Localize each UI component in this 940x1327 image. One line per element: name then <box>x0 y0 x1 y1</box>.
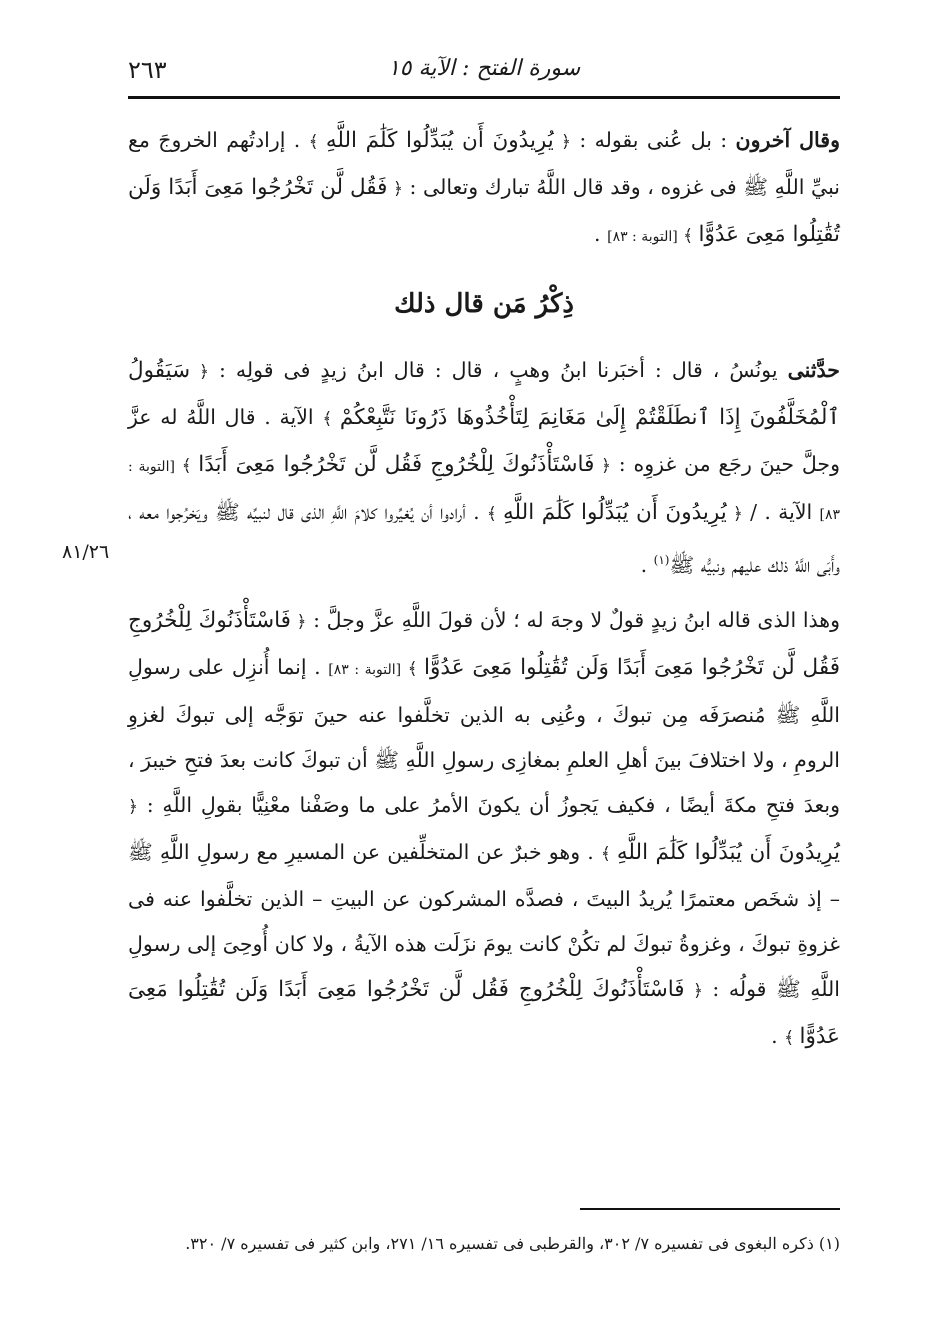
text-run: . إنما أُنزِل على رسولِ اللَّهِ ﷺ مُنصرَفَه مِن تبوكَ ، وعُنِى به الذين تخلَّفوا عنه حينَ توَجَّه إلى تبوكَ لغزوِ الرومِ ، ولا اختلافَ بينَ أهلِ العلمِ بمغازِى رسولِ اللَّهِ ﷺ أن تبوكَ كانت بعدَ فتحِ خيبرَ ، وبعدَ فتحِ مكةَ أيضًا ، فكيف يَجوزُ أن يكونَ الأمرُ على ما وصَفْنا معْنِيًّا بقولِ اللَّهِ : <box>128 654 840 817</box>
text-run: . إرادتُهم الخروجَ مع نبيِّ اللَّهِ ﷺ فى غزوه ، وقد قال اللَّهُ تبارك وتعالى : <box>128 128 840 199</box>
quran-verse: فَاسْتَأْذَنُوكَ لِلْخُرُوجِ فَقُل لَّن تَخْرُجُوا مَعِىَ أَبَدًا وَلَن تُقَٰتِلُوا مَعِىَ عَدُوًّا <box>128 607 840 680</box>
text-run: . <box>594 222 608 246</box>
text-run: . <box>640 552 654 577</box>
ornate-bracket-close: ﴾ <box>322 409 340 429</box>
ornate-bracket-open: ﴿ <box>726 504 743 524</box>
paragraph-2 <box>128 348 840 588</box>
speaker-lead: وقال آخرون <box>735 128 840 152</box>
quran-verse: يُرِيدُونَ أَن يُبَدِّلُوا كَلَٰمَ اللَّهِ <box>616 839 840 865</box>
running-title: سورة الفتح : الآية ١٥ <box>387 56 581 81</box>
quran-verse: سَيَقُولُ ٱلْمُخَلَّفُونَ إِذَا ٱنطَلَقْتُمْ إِلَىٰ مَغَانِمَ لِتَأْخُذُوهَا ذَرُونَا نَتَّبِعْكُمْ <box>128 358 840 430</box>
sura-reference: [التوبة : ٨٣] <box>328 661 402 678</box>
text-run: وهذا الذى قاله ابنُ زيدٍ قولٌ لا وجهَ له ؛ لأن قولَ اللَّهِ عزَّ وجلَّ : <box>306 607 840 632</box>
hadith-lead: حدَّثنى <box>787 358 840 382</box>
quran-verse: يُرِيدُونَ أَن يُبَدِّلُوا كَلَٰمَ اللَّهِ <box>325 128 554 153</box>
sura-reference-text: التوبة : ٨٣ <box>128 459 841 523</box>
footnote-rule <box>580 1208 840 1210</box>
ornate-bracket-open: ﴿ <box>684 980 703 1001</box>
footnote-marker[interactable]: (١) <box>653 553 670 567</box>
quran-verse: فَاسْتَأْذَنُوكَ لِلْخُرُوجِ فَقُل لَّن تَخْرُجُوا مَعِىَ أَبَدًا وَلَن تُقَٰتِلُوا مَعِىَ عَدُوًّا <box>128 976 840 1049</box>
ornate-bracket-close: ﴾ <box>308 132 326 152</box>
page-header <box>128 52 840 92</box>
sura-reference: [التوبة : ٨٣] <box>128 459 841 523</box>
ornate-bracket-open: ﴿ <box>128 796 138 817</box>
quran-verse: فَقُل لَّن تَخْرُجُوا مَعِىَ أَبَدًا وَلَن تُقَٰتِلُوا مَعِىَ عَدُوًّا <box>128 175 840 247</box>
paragraph-3 <box>128 598 840 1061</box>
ornate-bracket-close: ﴾ <box>677 226 699 246</box>
text-run: . <box>771 1023 785 1048</box>
text-run: الآية . / <box>742 500 820 524</box>
sura-reference-text: التوبة : ٨٣ <box>333 661 396 678</box>
margin-volume-page-note: ٨١/٢٦ <box>62 541 110 563</box>
ornate-bracket-open: ﴿ <box>594 456 612 476</box>
sura-reference-text: التوبة : ٨٣ <box>612 229 673 245</box>
ornate-bracket-open: ﴿ <box>290 611 307 632</box>
text-run: . وهو خبرٌ عن المتخلِّفين عن المسيرِ مع رسولِ اللَّهِ ﷺ – إذ شخَص معتمرًا يُريدُ البيتَ ، فصدَّه المشركون عن البيتِ – الذين تخلَّفوا عنه فى غزوةِ تبوكَ ، وغزوةُ تبوكَ لم تكُنْ كانت يومَ نزَلَت هذه الآيةُ ، ولا كان أُوحِىَ إلى رسولِ اللَّهِ ﷺ قولُه : <box>128 839 840 1001</box>
text-run: الآية . قال اللَّهُ له عزَّ وجلَّ حينَ رجَع من غزوِه : <box>128 405 840 476</box>
text-run: يونُسُ ، قال : أخبَرنا ابنُ وهبٍ ، قال : قال ابنُ زيدٍ فى قولِه : <box>208 358 788 382</box>
footnote: (١) ذكره البغوى فى تفسيره ٧/ ٣٠٢، والقرطبى فى تفسيره ١٦/ ٢٧١، وابن كثير فى تفسيره ٧/ ٣٢٠. <box>185 1234 840 1253</box>
ornate-bracket-close: ﴾ <box>600 843 617 864</box>
ornate-bracket-open: ﴿ <box>553 132 571 152</box>
ornate-bracket-open: ﴿ <box>190 362 209 382</box>
quran-verse: فَاسْتَأْذَنُوكَ لِلْخُرُوجِ فَقُل لَّن تَخْرُجُوا مَعِىَ أَبَدًا <box>198 452 595 477</box>
ornate-bracket-close: ﴾ <box>784 1027 800 1048</box>
ornate-bracket-close: ﴾ <box>486 504 504 524</box>
text-run: : بل عُنى بقوله : <box>570 128 736 152</box>
ornate-bracket-close: ﴾ <box>401 658 425 679</box>
ornate-bracket-close: ﴾ <box>174 456 199 476</box>
quran-verse: يُرِيدُونَ أَن يُبَدِّلُوا كَلَٰمَ اللَّهِ <box>503 500 727 525</box>
section-heading: ذِكْرُ مَن قال ذلك <box>394 289 574 319</box>
text-run: . أرادوا أن يُغيِّروا كلامَ اللَّهِ الذى قال لنبيِّه ﷺ ويَخرُجوا معه ، وأَبَى اللَّهُ ذلك عليهم ونبيُّه ﷺ <box>128 500 840 577</box>
page-number: ٢٦٣ <box>128 56 167 84</box>
sura-reference: [التوبة : ٨٣] <box>607 229 678 245</box>
header-rule <box>128 96 840 99</box>
paragraph-1 <box>128 118 840 260</box>
ornate-bracket-open: ﴿ <box>387 179 403 199</box>
main-text <box>128 118 840 1061</box>
